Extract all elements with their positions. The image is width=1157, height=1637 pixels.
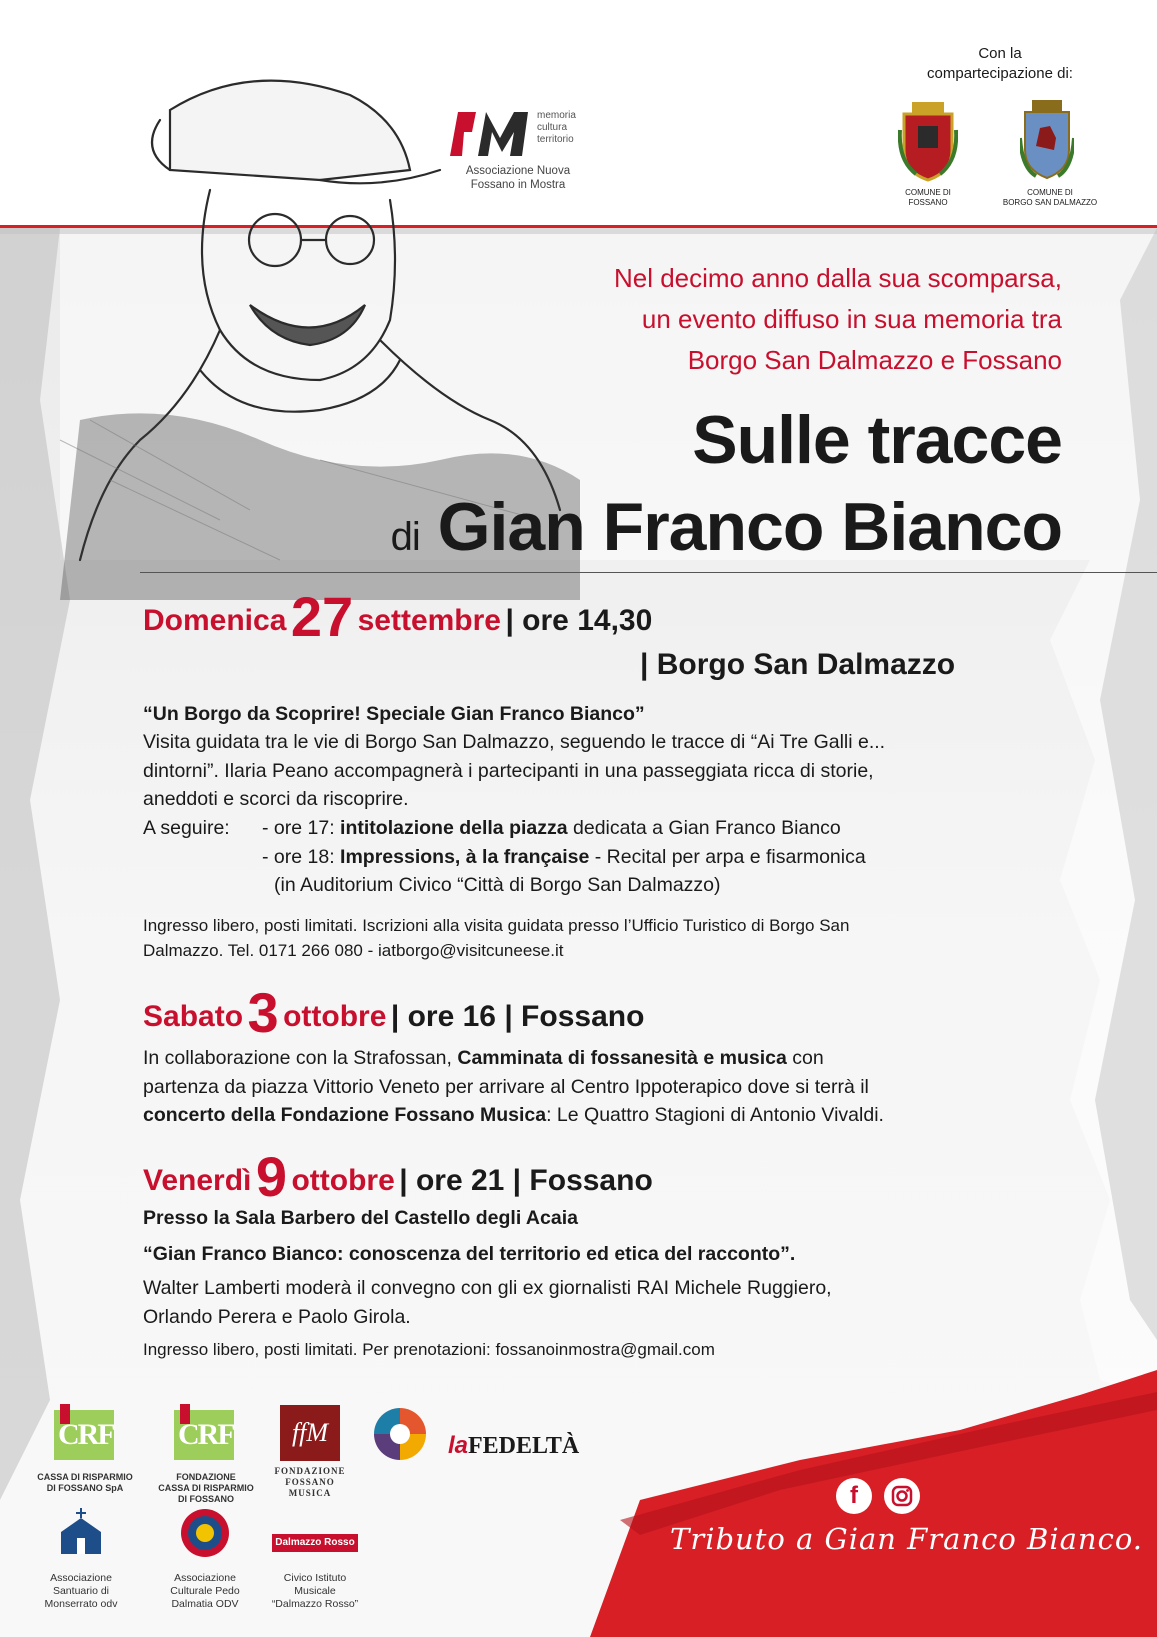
facebook-glyph: f [850, 1482, 858, 1509]
s2-line-3: Dalmatia ODV [171, 1598, 239, 1610]
event3-desc-1: Walter Lamberti moderà il convegno con gli ex giornalisti RAI Michele Ruggiero, [143, 1277, 832, 1299]
crf1-line-2: DI FOSSANO SpA [46, 1483, 124, 1493]
event1-heading: “Un Borgo da Scoprire! Speciale Gian Franco Bianco” [143, 703, 645, 725]
crf-mark-1: CRF [58, 1418, 114, 1451]
ffm-line-2: FOSSANO [285, 1477, 335, 1487]
s2-rest: - Recital per arpa e fisarmonica [589, 845, 866, 868]
intro-line-3: Borgo San Dalmazzo e Fossano [687, 345, 1062, 375]
instagram-glyph [884, 1478, 920, 1514]
comune1-line-2: FOSSANO [908, 198, 948, 207]
assoc-tag-2: cultura [537, 122, 568, 133]
title-di: di [390, 515, 420, 559]
event1-info-2: Dalmazzo. Tel. 0171 266 080 - iatborgo@visitcuneese.it [143, 941, 564, 960]
event1-schedule-1 [262, 814, 1022, 843]
dalmazzo-rosso-logo: Dalmazzo Rosso [272, 1534, 358, 1552]
event2-l1a: In collaborazione con la Strafossan, [143, 1047, 458, 1069]
comune2-line-1: COMUNE DI [1027, 188, 1073, 197]
crf2-line-3: DI FOSSANO [177, 1494, 234, 1504]
lafedelta-name: FEDELTÀ [468, 1433, 580, 1459]
lafedelta-la: la [448, 1432, 469, 1459]
title-line-2 [391, 487, 1062, 577]
event1-place-line [640, 648, 955, 682]
event1-month: settembre [357, 604, 501, 637]
s2-line-1: Associazione [174, 1572, 236, 1584]
copart-line-1: Con la [978, 45, 1022, 62]
ffm-mark: ffM [291, 1418, 329, 1447]
fossano-crest-icon [898, 100, 958, 182]
event2-line-2: partenza da piazza Vittorio Veneto per arrivare al Centro Ippoterapico dove si terrà il [143, 1075, 869, 1098]
s2-line-2: Culturale Pedo [170, 1585, 240, 1597]
event1-desc-1: Visita guidata tra le vie di Borgo San Dalmazzo, seguendo le tracce di “Ai Tre Galli e... [143, 731, 886, 753]
s1-title: intitolazione della piazza [340, 817, 568, 839]
crf1-line-1: CASSA DI RISPARMIO [37, 1472, 133, 1482]
association-logo [448, 108, 588, 198]
event1-schedule [262, 814, 1022, 900]
title-divider [140, 572, 1157, 573]
pedo-dalmatia-logo-icon [178, 1506, 232, 1560]
s2-time: - ore 18: [262, 845, 341, 868]
borgo-crest-icon [1020, 98, 1074, 182]
lafedelta-logo [448, 1432, 579, 1460]
event3-num: 9 [255, 1145, 287, 1208]
s2-title: Impressions, à la française [340, 845, 590, 868]
sf-logo-icon [370, 1404, 430, 1464]
event1-info [143, 913, 1023, 963]
instagram-icon[interactable] [884, 1478, 920, 1514]
event1-schedule-2 [262, 843, 1022, 872]
event2-description [143, 1044, 1023, 1130]
event1-place: | Borgo San Dalmazzo [640, 648, 956, 681]
event1-info-1: Ingresso libero, posti limitati. Iscrizioni alla visita guidata presso l’Ufficio Turistico di Borgo San [143, 916, 850, 935]
fim-logo-mark [448, 108, 538, 160]
ffm-line-1: FONDAZIONE [274, 1466, 346, 1476]
event3-day: Venerdì [143, 1164, 252, 1197]
event3-info: Ingresso libero, posti limitati. Per prenotazioni: fossanoinmostra@gmail.com [143, 1340, 715, 1359]
event1-time: | ore 14,30 [505, 604, 653, 637]
event2-line-1 [143, 1044, 1023, 1073]
event3-desc-2: Orlando Perera e Paolo Girola. [143, 1305, 411, 1328]
ffm-line-3: MUSICA [288, 1488, 332, 1498]
event2-month: ottobre [283, 1000, 387, 1033]
intro-text [442, 258, 1062, 381]
s1-rest: dedicata a Gian Franco Bianco [567, 817, 841, 839]
event1-desc-3: aneddoti e scorci da riscoprire. [143, 788, 409, 810]
event2-dateline [143, 980, 644, 1045]
comune1-line-1: COMUNE DI [905, 188, 951, 197]
event3-rest: | ore 21 | Fossano [399, 1164, 653, 1197]
s3-line-3: “Dalmazzo Rosso” [271, 1598, 359, 1610]
event2-rest: | ore 16 | Fossano [390, 1000, 645, 1033]
event1-desc-2: dintorni”. Ilaria Peano accompagnerà i partecipanti in una passeggiata ricca di storie, [143, 759, 874, 782]
facebook-icon[interactable] [836, 1478, 872, 1514]
event3-description [143, 1274, 1023, 1331]
assoc-tag-3: territorio [537, 134, 574, 145]
event1-description [143, 728, 1023, 814]
assoc-tag-1: memoria [537, 110, 576, 121]
title-name: Gian Franco Bianco [437, 489, 1062, 565]
crf-mark-2: CRF [178, 1418, 234, 1451]
event1-seguire: A seguire: [143, 817, 230, 839]
assoc-name-2: Fossano in Mostra [470, 179, 566, 191]
event2-l1c: con [786, 1047, 824, 1069]
s3-line-2: Musicale [294, 1585, 336, 1597]
event1-day: Domenica [143, 604, 287, 637]
assoc-name-1: Associazione Nuova [465, 165, 571, 177]
crf2-line-1: FONDAZIONE [176, 1472, 236, 1482]
s1-line-1: Associazione [50, 1572, 112, 1584]
event3-venue: Presso la Sala Barbero del Castello degli Acaia [143, 1207, 578, 1229]
event2-l3b: : Le Quattro Stagioni di Antonio Vivaldi. [546, 1104, 884, 1126]
title-line-1: Sulle tracce [692, 402, 1062, 478]
event3-month: ottobre [291, 1164, 395, 1197]
santuario-logo-icon [55, 1506, 107, 1558]
intro-line-2: un evento diffuso in sua memoria tra [641, 304, 1062, 334]
event3-heading: “Gian Franco Bianco: conoscenza del territorio ed etica del racconto”. [143, 1243, 796, 1265]
s1-line-2: Santuario di [52, 1585, 110, 1597]
event3-dateline [143, 1144, 653, 1209]
event2-l3a: concerto della Fondazione Fossano Musica [143, 1104, 547, 1126]
event2-l1b: Camminata di fossanesità e musica [457, 1047, 787, 1069]
ffm-logo [280, 1405, 340, 1461]
s1-line-3: Monserrato odv [44, 1598, 118, 1610]
event2-line-3 [143, 1101, 1023, 1130]
event1-schedule-3: (in Auditorium Civico “Città di Borgo San Dalmazzo) [274, 874, 721, 896]
crf2-line-2: CASSA DI RISPARMIO [158, 1483, 254, 1493]
s3-line-1: Civico Istituto [283, 1572, 347, 1584]
s1-time: - ore 17: [262, 817, 341, 839]
event2-day: Sabato [143, 1000, 244, 1033]
intro-line-1: Nel decimo anno dalla sua scomparsa, [613, 263, 1062, 293]
copart-line-2: compartecipazione di: [927, 65, 1073, 82]
event1-num: 27 [290, 585, 354, 648]
event1-dateline [143, 584, 652, 649]
comune2-line-2: BORGO SAN DALMAZZO [1002, 198, 1098, 207]
tribute-signature: Tributo a Gian Franco Bianco. [670, 1522, 1144, 1556]
event2-num: 3 [247, 981, 279, 1044]
